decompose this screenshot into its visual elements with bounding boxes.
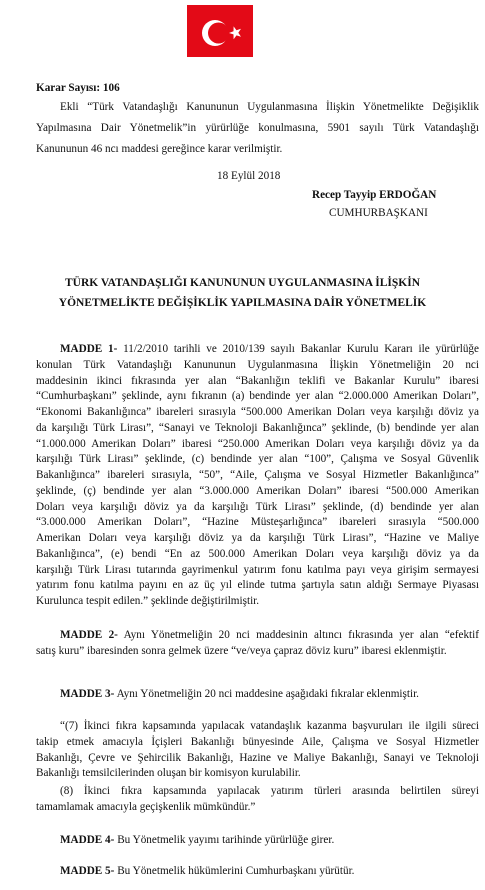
article-1-label: MADDE 1- [60, 343, 118, 355]
paragraph-8-line: (8) İkinci fıkra kapsamında yapılacak yatırım türleri arasında belirtilen süreyi [60, 785, 479, 797]
article-1-line: “Cumhurbaşkanı” şeklinde, aynı fıkranın (a) bendinde yer alan “2.000.000 Amerikan Doları”, [36, 390, 479, 403]
intro-line-1: Ekli “Türk Vatandaşlığı Kanununun Uygulanmasına İlişkin Yönetmelikte Değişiklik [60, 101, 479, 113]
regulation-title-line-1: TÜRK VATANDAŞLIĞI KANUNUNUN UYGULANMASINA İLİŞKİN [64, 277, 421, 289]
article-4-line [36, 833, 479, 849]
article-3-line [36, 687, 479, 703]
article-5-text: Bu Yönetmelik hükümlerini Cumhurbaşkanı yürütür. [114, 865, 355, 877]
article-1-line: “3.000.000 Amerikan Doları”, “Hazine Müsteşarlığınca” ibareleri sırasıyla “500.000 [36, 516, 479, 529]
article-1-line: Amerikan Doları veya karşılığı döviz ya da karşılığı Türk Lirası”, “Hazine ve Maliye [36, 532, 479, 544]
article-2-line: satış kuru” ibaresinden sonra gelmek üzere “ve/veya çapraz döviz kuru” ibaresi eklenmiştir. [36, 644, 447, 657]
article-3-text: Aynı Yönetmeliğin 20 nci maddesine aşağıdaki fıkralar eklenmiştir. [114, 688, 419, 700]
intro-line-2: Yapılmasına Dair Yönetmelik”in yürürlüğe konulmasına, 5901 sayılı Türk Vatandaşlığı [36, 122, 479, 134]
turkish-flag-icon [187, 5, 253, 57]
article-4 [36, 833, 479, 849]
paragraph-7-line: Bakanlığı, Çevre ve Şehircilik Bakanlığı, Hazine ve Maliye Bakanlığı, Sanayi ve Teknoloji [36, 751, 479, 764]
article-1-first-line [36, 342, 479, 358]
article-1-line: “1.000.000 Amerikan Doları” ibaresi “250.000 Amerikan Doları veya karşılığı döviz ya da [36, 437, 479, 450]
article-1-line: karşılığı Türk Lirası tutarında gayrimenkul yatırım fonu katılma payı veya girişim sermayesi [36, 563, 479, 576]
paragraph-7-line: Bakanlığı temsilcilerinden oluşan bir komisyon kurulabilir. [36, 767, 301, 780]
article-2-first-line [36, 628, 479, 644]
article-1-text: 11/2/2010 tarihli ve 2010/139 sayılı Bakanlar Kurulu Kararı ile yürürlüğe [117, 343, 479, 355]
article-1 [36, 342, 479, 610]
article-2-text: Aynı Yönetmeliğin 20 nci maddesinin altıncı fıkrasında yer alan “efektif [117, 629, 479, 641]
article-1-line: maddesinin ikinci fıkrasında yer alan “Bakanlığın teklifi ve Bakanlar Kurulu” ibaresi [36, 374, 479, 387]
article-2 [36, 628, 479, 660]
regulation-title-line-2: YÖNETMELİKTE DEĞİŞİKLİK YAPILMASINA DAİR YÖNETMELİK [58, 297, 427, 309]
paragraph-7 [36, 719, 479, 782]
paragraph-8-line: tamamlamak amacıyla geçişkenlik mümkündür.” [36, 800, 256, 813]
article-4-label: MADDE 4- [60, 834, 115, 846]
decision-number: Karar Sayısı: 106 [36, 82, 120, 94]
intro-line-3: Kanununun 46 ncı maddesi gereğince karar verilmiştir. [36, 143, 283, 155]
signer-title: CUMHURBAŞKANI [329, 207, 428, 219]
decree-date: 18 Eylül 2018 [217, 170, 281, 182]
article-1-line: yatırım fonu katılma payını en az üç yıl elinde tutma şartıyla satın aldığı Sermaye Piyasası [36, 579, 479, 592]
article-1-line: Kurulunca tespit edilen.” şeklinde değiştirilmiştir. [36, 595, 260, 607]
article-1-line: konulan Türk Vatandaşlığı Kanununun Uygulanmasına İlişkin Yönetmeliğin 20 nci [36, 358, 479, 371]
article-5 [36, 864, 479, 880]
paragraph-8 [36, 784, 479, 816]
article-3 [36, 687, 479, 703]
paragraph-7-line: takip etmek amacıyla İçişleri Bakanlığı bünyesinde Aile, Çalışma ve Sosyal Hizmetler [36, 735, 479, 748]
article-2-label: MADDE 2- [60, 629, 118, 641]
article-5-label: MADDE 5- [60, 865, 115, 877]
article-3-label: MADDE 3- [60, 688, 115, 700]
article-1-line: da karşılığı Türk Lirası”, “Sanayi ve Teknoloji Bakanlığınca” şeklinde, (b) bendinde yer alan [36, 421, 479, 434]
article-1-line: “Ekonomi Bakanlığınca” ibareleri sırasıyla “500.000 Amerikan Doları veya karşılığı döviz ya [36, 406, 479, 418]
article-1-line: Bakanlığınca”, (e) bendi “En az 500.000 Amerikan Doları veya karşılığı döviz ya da [36, 547, 479, 560]
signer-name: Recep Tayyip ERDOĞAN [312, 189, 437, 201]
article-1-line: karşılığı Türk Lirası” şeklinde, (c) bendinde yer alan “100”, Çalışma ve Sosyal Güvenlik [36, 453, 479, 466]
article-4-text: Bu Yönetmelik yayımı tarihinde yürürlüğe girer. [114, 834, 335, 846]
paragraph-7-line: “(7) İkinci fıkra kapsamında yapılacak vatandaşlık kazanma başvuruları ile ilgili süreci [60, 720, 479, 732]
article-5-line [36, 864, 479, 880]
article-1-line: şeklinde, (ç) bendinde yer alan “3.000.000 Amerikan Doları” ibaresi “500.000 Amerikan [36, 484, 479, 497]
article-1-line: Bakanlığınca” ibareleri sırasıyla, “50”, “Aile, Çalışma ve Sosyal Hizmetler Bakanlığınca” [36, 469, 479, 481]
article-1-line: Doları veya karşılığı döviz ya da karşılığı Türk Lirası” şeklinde, (d) bendinde yer alan [36, 500, 479, 513]
